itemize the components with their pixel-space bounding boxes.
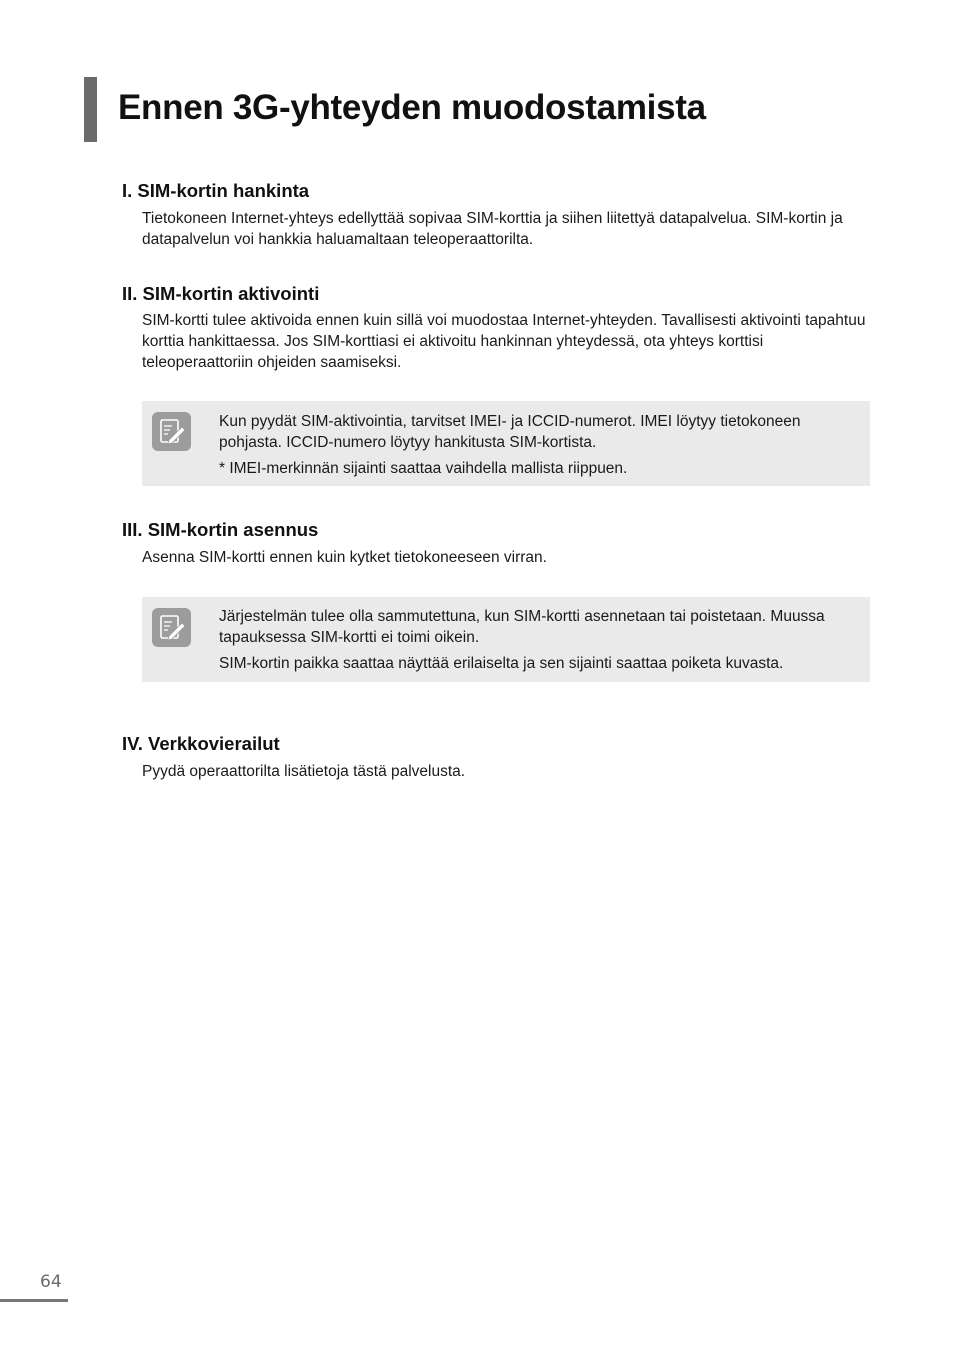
section-body-sim-acquisition: Tietokoneen Internet-yhteys edellyttää sopivaa SIM-korttia ja siihen liitettyä datapalvelua. SIM-kortin ja datapalvelun voi hankkia haluamaltaan teleoperaattorilta. <box>142 210 843 248</box>
page-number-rule <box>0 1299 68 1302</box>
page-title: Ennen 3G-yhteyden muodostamista <box>118 88 706 127</box>
note-box-activation <box>142 401 870 486</box>
section-heading-roaming: IV. Verkkovierailut <box>122 733 280 754</box>
note-box-installation <box>142 597 870 682</box>
section-body-sim-installation: Asenna SIM-kortti ennen kuin kytket tietokoneeseen virran. <box>142 549 547 566</box>
note-text-activation: Kun pyydät SIM-aktivointia, tarvitset IMEI- ja ICCID-numerot. IMEI löytyy tietokoneen pohjasta. ICCID-numero löytyy hankitusta SIM-kortista. <box>219 413 801 451</box>
pencil-note-icon <box>152 608 191 647</box>
title-accent-bar <box>84 77 97 142</box>
note-text-power-off: Järjestelmän tulee olla sammutettuna, kun SIM-kortti asennetaan tai poistetaan. Muussa tapauksessa SIM-kortti ei toimi oikein. <box>219 608 825 646</box>
page-number: 64 <box>40 1272 62 1292</box>
note-text-slot-location: SIM-kortin paikka saattaa näyttää erilaiselta ja sen sijainti saattaa poiketa kuvasta. <box>219 655 784 672</box>
section-body-sim-activation: SIM-kortti tulee aktivoida ennen kuin sillä voi muodostaa Internet-yhteyden. Tavallisesti aktivointi tapahtuu korttia hankittaessa. Jos SIM-korttiasi ei aktivoitu hankinnan yhteydessä, ota yhteys korttisi teleoperaattoriin ohjeiden saamiseksi. <box>142 312 866 371</box>
section-heading-sim-acquisition: I. SIM-kortin hankinta <box>122 180 310 201</box>
section-body-roaming: Pyydä operaattorilta lisätietoja tästä palvelusta. <box>142 763 466 780</box>
pencil-note-icon <box>152 412 191 451</box>
section-heading-sim-activation: II. SIM-kortin aktivointi <box>122 283 320 304</box>
note-text-imei-location: * IMEI-merkinnän sijainti saattaa vaihdella mallista riippuen. <box>219 460 628 477</box>
section-heading-sim-installation: III. SIM-kortin asennus <box>122 519 319 540</box>
